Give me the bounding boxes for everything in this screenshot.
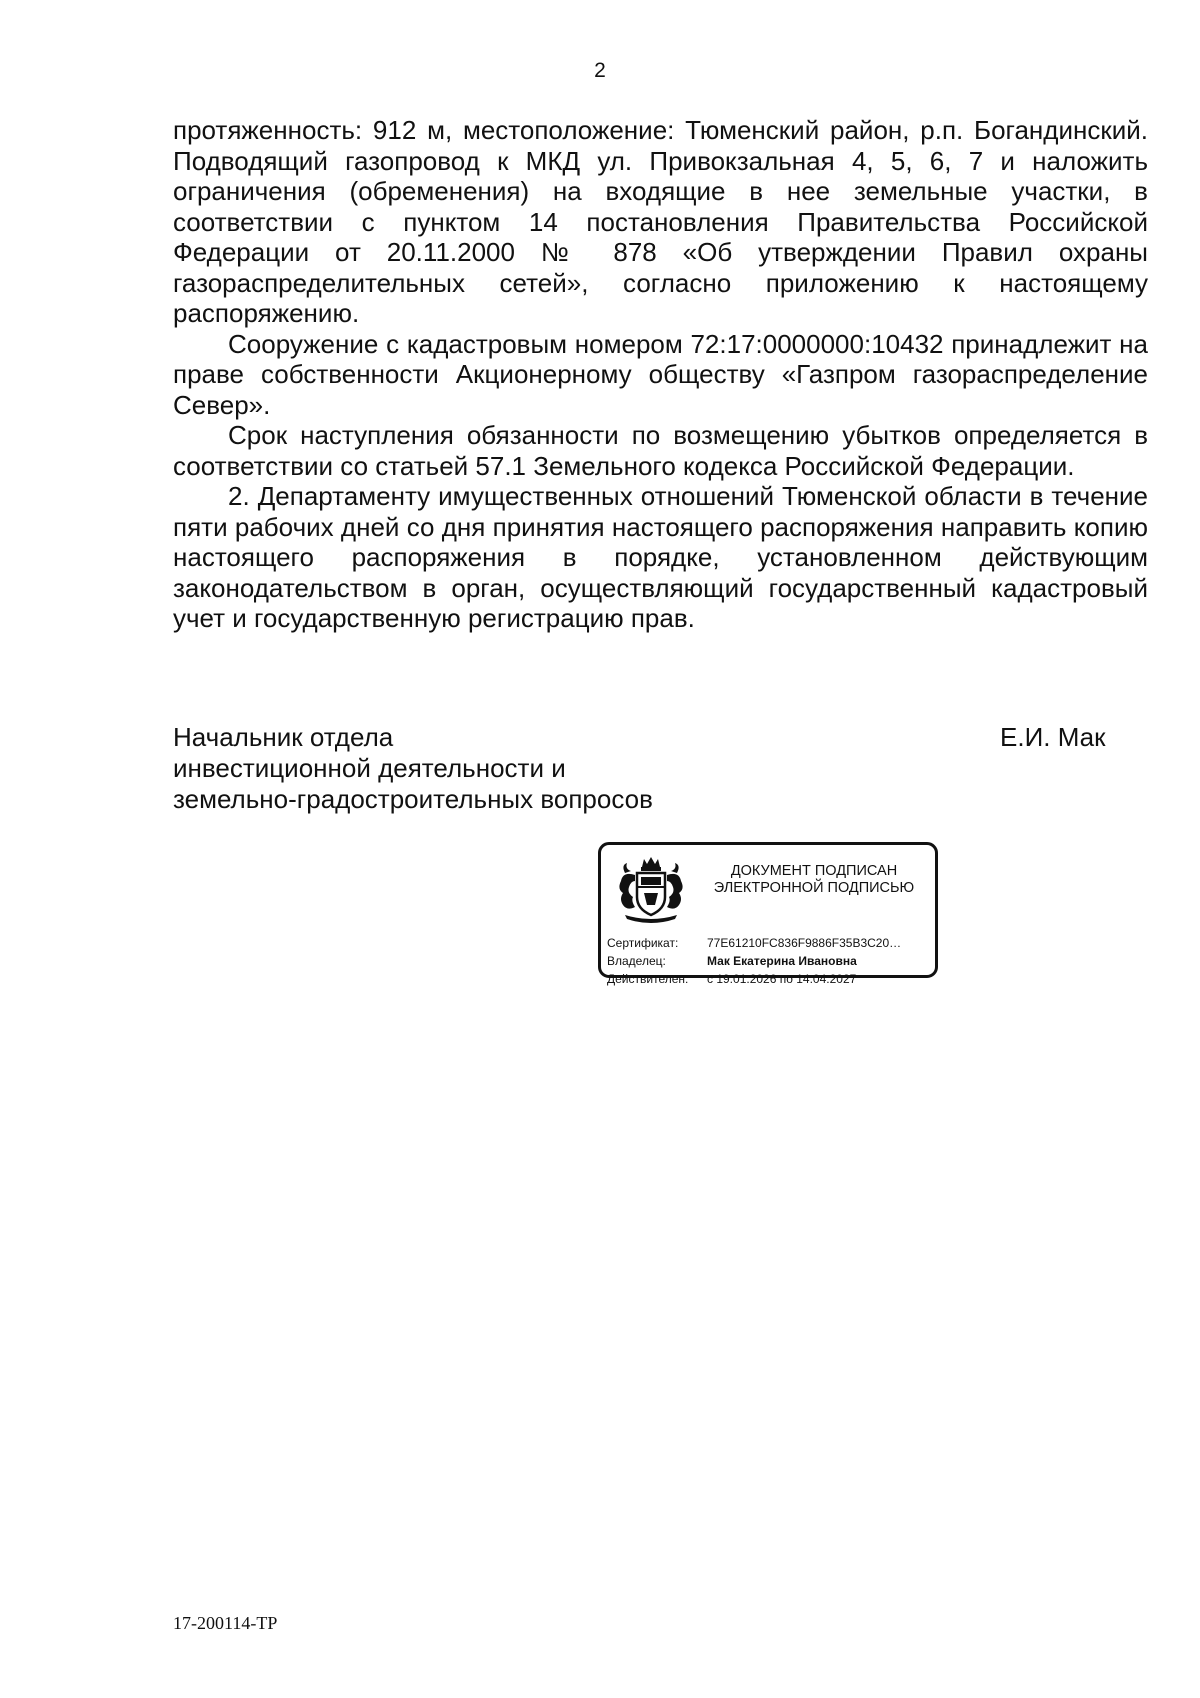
signatory-position	[173, 722, 793, 815]
stamp-title-line: ЭЛЕКТРОННОЙ ПОДПИСЬЮ	[713, 880, 915, 896]
document-body	[173, 115, 1148, 634]
stamp-row-validity	[607, 970, 935, 988]
paragraph-location: протяженность: 912 м, местоположение: Тюменский район, р.п. Богандинский. Подводящий газопровод к МКД ул. Привокзальная 4, 5, 6, 7 и наложить ограничения (обременения) на входящие в нее земельные участки, в соответствии с пунктом 14 постановления Правительства Российской Федерации от 20.11.2000 № 878 «Об утверждении Правил охраны газораспределительных сетей», согласно приложению к настоящему распоряжению.	[173, 115, 1148, 328]
signatory-position-line: инвестиционной деятельности и	[173, 753, 566, 783]
stamp-row-certificate	[607, 934, 935, 952]
validity-value: с 19.01.2026 по 14.04.2027	[707, 972, 857, 986]
stamp-row-owner	[607, 952, 935, 970]
stamp-details	[607, 934, 935, 988]
page-number: 2	[594, 59, 606, 82]
signatory-name: Е.И. Мак	[1000, 722, 1106, 752]
owner-label: Владелец:	[607, 954, 666, 968]
stamp-title-line: ДОКУМЕНТ ПОДПИСАН	[730, 863, 898, 879]
paragraph-clause-2: 2. Департаменту имущественных отношений Тюменской области в течение пяти рабочих дней со дня принятия настоящего распоряжения направить копию настоящего распоряжения в порядке, установленном действующим законодательством в орган, осуществляющий государственный кадастровый учет и государственную регистрацию прав.	[173, 481, 1148, 633]
validity-label: Действителен:	[607, 972, 689, 986]
tyumen-coat-of-arms-icon	[611, 853, 691, 925]
stamp-title	[696, 863, 932, 897]
document-code: 17-200114-ТР	[173, 1613, 278, 1633]
signatory-position-line: Начальник отдела	[173, 722, 394, 752]
paragraph-damages-term: Срок наступления обязанности по возмещению убытков определяется в соответствии со статьей 57.1 Земельного кодекса Российской Федерации.	[173, 420, 1148, 481]
certificate-label: Сертификат:	[607, 936, 679, 950]
signatory-position-line: земельно-градостроительных вопросов	[173, 784, 653, 814]
owner-value: Мак Екатерина Ивановна	[707, 954, 857, 968]
certificate-value: 77E61210FC836F9886F35B3C20…	[707, 936, 902, 950]
paragraph-ownership: Сооружение с кадастровым номером 72:17:0000000:10432 принадлежит на праве собственности Акционерному обществу «Газпром газораспределение Север».	[173, 328, 1148, 420]
electronic-signature-stamp	[598, 842, 938, 986]
